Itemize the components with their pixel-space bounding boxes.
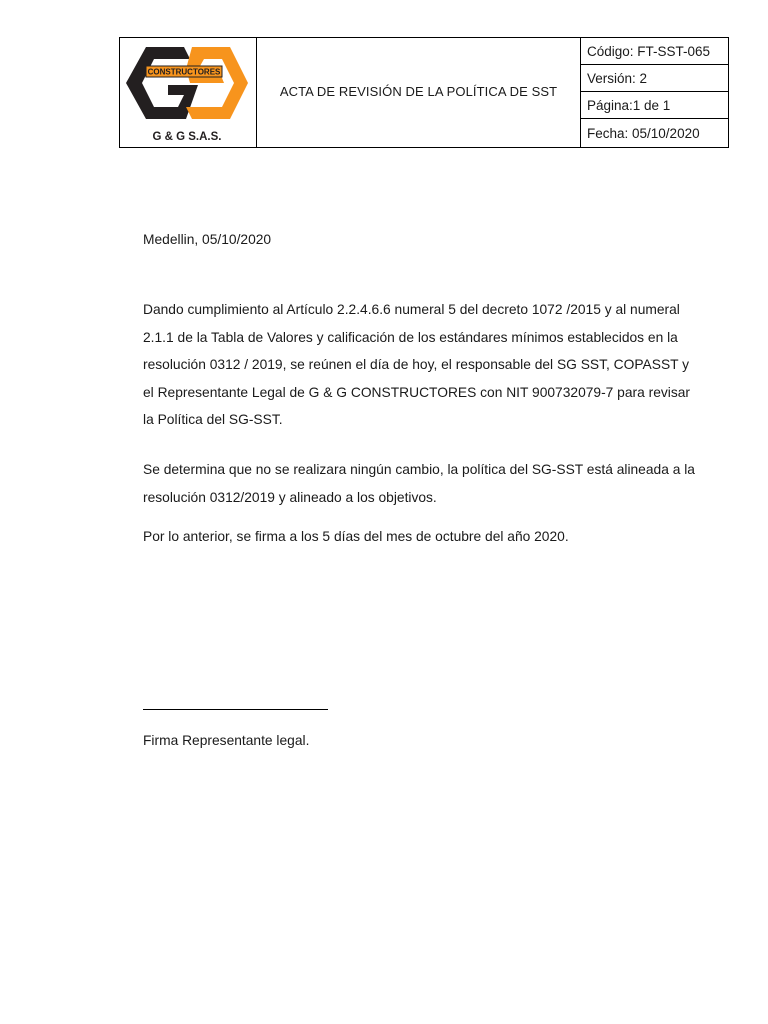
company-logo: [120, 39, 254, 146]
title-cell: [257, 38, 581, 148]
logo-company-name: G & G S.A.S.: [152, 131, 222, 143]
document-version: Versión: 2: [581, 65, 729, 92]
document-date: Fecha: 05/10/2020: [581, 119, 729, 148]
place-and-date: Medellin, 05/10/2020: [143, 232, 272, 247]
document-header-table: [119, 37, 729, 148]
document-title: ACTA DE REVISIÓN DE LA POLÍTICA DE SST: [279, 83, 558, 99]
paragraph-closing: Por lo anterior, se firma a los 5 días del mes de octubre del año 2020.: [143, 529, 569, 544]
logo-orange-g-shape: [186, 47, 248, 119]
logo-cell: [120, 38, 257, 148]
document-code: Código: FT-SST-065: [581, 38, 729, 65]
document-page-number: Página:1 de 1: [581, 92, 729, 119]
paragraph-determination: Se determina que no se realizara ningún cambio, la política del SG-SST está alineada a la resolución 0312/2019 y alineado a los objetivos.: [143, 462, 695, 505]
signature-line: [143, 709, 328, 710]
logo-brand-word: CONSTRUCTORES: [147, 67, 221, 77]
paragraph-purpose: Dando cumplimiento al Artículo 2.2.4.6.6 numeral 5 del decreto 1072 /2015 y al numeral 2.1.1 de la Tabla de Valores y calificación de los estándares mínimos establecidos en la resolución 0312 / 2019, se reúnen el día de hoy, el responsable del SG SST, COPASST y el Representante Legal de G & G CONSTRUCTORES con NIT 900732079-7 para revisar la Política del SG-SST.: [143, 302, 691, 427]
signature-label: Firma Representante legal.: [143, 733, 310, 748]
